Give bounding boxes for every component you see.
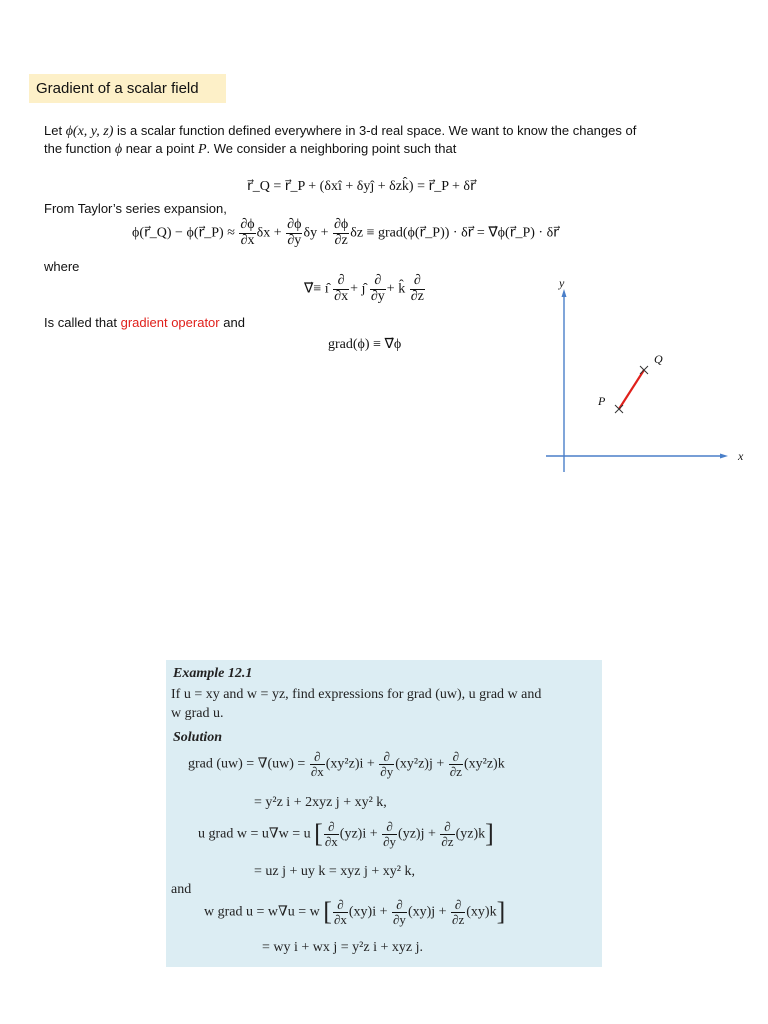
line-term: (yz)j + [398, 826, 436, 842]
line-lhs: grad (uw) = ∇(uw) = [188, 756, 306, 772]
x-axis-arrow-icon [720, 454, 728, 459]
sentence-text: and [219, 315, 245, 330]
gradient-operator-term: gradient operator [120, 315, 220, 330]
fraction-d-dy [379, 750, 394, 778]
solution-line-5 [204, 898, 505, 926]
line-term: (xy²z)i + [325, 756, 375, 772]
taylor-lhs: ϕ(r⃗_Q) − ϕ(r⃗_P) ≈ [132, 225, 235, 241]
numerator: ∂ [310, 750, 325, 765]
denominator: ∂y [393, 911, 406, 927]
example-box [166, 660, 602, 967]
point-p-label: P [598, 394, 606, 408]
numerator: ∂ [410, 274, 425, 290]
taylor-term: δx + [256, 225, 282, 241]
numerator: ∂ϕ [333, 217, 349, 232]
sentence-text: Is called that [44, 315, 121, 330]
fraction-d-dx [324, 820, 339, 848]
denominator: ∂z [334, 232, 348, 248]
denominator: ∂y [370, 288, 385, 304]
denominator: ∂x [324, 833, 338, 849]
right-bracket: ] [496, 897, 506, 927]
line-lhs: w grad u = w∇u = w [204, 904, 320, 920]
fraction-d-dz [410, 274, 425, 304]
intro-text: the function [44, 141, 115, 156]
fraction-d-dy [382, 820, 397, 848]
intro-text: near a point [122, 141, 198, 156]
taylor-term: δy + [303, 225, 329, 241]
fraction-dphi-dz [333, 218, 349, 248]
line-term: (xy)k [466, 904, 497, 920]
point-p-symbol: P [197, 142, 207, 157]
fraction-d-dy [370, 274, 386, 304]
numerator: ∂ [440, 820, 454, 835]
solution-line-2: = y²z i + 2xyz j + xy² k, [254, 795, 387, 810]
pq-segment [619, 370, 644, 409]
left-bracket: [ [323, 897, 332, 927]
intro-line-1 [44, 122, 636, 141]
denominator: ∂y [380, 763, 394, 779]
intro-text: is a scalar function defined everywhere in 3-d real space. We want to know the changes of [113, 123, 637, 138]
numerator: ∂ [392, 898, 407, 913]
fraction-d-dz [451, 898, 465, 926]
denominator: ∂y [383, 833, 397, 849]
numerator: ∂ [333, 898, 348, 913]
solution-line-6: = wy i + wx j = y²z i + xyz j. [262, 940, 423, 955]
point-q-marker-icon [640, 366, 648, 374]
fraction-d-dx [333, 898, 348, 926]
numerator: ∂ [382, 820, 397, 835]
equation-taylor [132, 218, 559, 248]
numerator: ∂ϕ [287, 217, 302, 232]
nabla-k: + k̂ [386, 281, 406, 297]
numerator: ∂ [324, 820, 339, 835]
y-axis-label: y [559, 276, 565, 290]
intro-text: Let [44, 123, 66, 138]
line-term: (xy)i + [348, 904, 388, 920]
example-problem-line-1: If u = xy and w = yz, find expressions for grad (uw), u grad w and [171, 687, 542, 702]
denominator: ∂x [334, 288, 349, 304]
nabla-j: + ȷ̂ [350, 281, 366, 297]
denominator: ∂z [452, 911, 465, 927]
line-term: (xy)j + [407, 904, 447, 920]
numerator: ∂ [333, 274, 349, 290]
line-lhs: u grad w = u∇w = u [198, 826, 311, 842]
gradient-operator-sentence [44, 314, 245, 332]
denominator: ∂z [449, 763, 462, 779]
line-term: (yz)i + [339, 826, 378, 842]
taylor-term: δz ≡ grad(ϕ(r⃗_P)) · δr⃗ = ∇⃗ϕ(r⃗_P) · δr⃗ [350, 225, 559, 241]
solution-line-4: = uz j + uy k = xyz j + xy² k, [254, 864, 415, 879]
equation-rq: r⃗_Q = r⃗_P + (δxî + δyĵ + δzk̂) = r⃗_P + δr⃗ [247, 179, 476, 194]
point-q-label: Q [654, 352, 663, 366]
fraction-dphi-dy [286, 218, 302, 248]
intro-line-2 [44, 140, 456, 159]
solution-heading: Solution [173, 730, 223, 745]
fraction-d-dz [449, 750, 463, 778]
point-p-marker-icon [615, 405, 623, 413]
denominator: ∂x [333, 911, 347, 927]
numerator: ∂ [449, 750, 463, 765]
where-label: where [44, 259, 80, 274]
pq-diagram [540, 272, 760, 472]
numerator: ∂ [451, 898, 465, 913]
denominator: ∂z [441, 833, 454, 849]
line-term: (yz)k [455, 826, 486, 842]
denominator: ∂z [410, 288, 424, 304]
example-heading: Example 12.1 [173, 666, 253, 681]
numerator: ∂ [379, 750, 394, 765]
equation-nabla [304, 274, 426, 304]
solution-line-1 [188, 750, 505, 778]
solution-line-3 [198, 820, 494, 848]
x-axis-label: x [738, 449, 744, 463]
fraction-d-dy [392, 898, 407, 926]
numerator: ∂ϕ [240, 217, 255, 232]
phi-xyz: ϕ(x, y, z) [65, 124, 114, 139]
fraction-d-dx [310, 750, 325, 778]
denominator: ∂x [310, 763, 324, 779]
nabla-lhs: ∇⃗≡ ı̂ [304, 281, 329, 297]
fraction-d-dx [333, 274, 349, 304]
taylor-label: From Taylor’s series expansion, [44, 201, 227, 216]
example-problem-line-2: w grad u. [171, 706, 224, 721]
fraction-d-dz [440, 820, 454, 848]
denominator: ∂y [287, 232, 302, 248]
fraction-dphi-dx [239, 218, 255, 248]
left-bracket: [ [314, 819, 323, 849]
intro-text: . We consider a neighboring point such that [206, 141, 457, 156]
denominator: ∂x [240, 232, 255, 248]
line-term: (xy²z)j + [395, 756, 445, 772]
phi-symbol: ϕ [114, 142, 123, 157]
numerator: ∂ [370, 274, 386, 290]
section-title: Gradient of a scalar field [29, 74, 226, 103]
right-bracket: ] [485, 819, 494, 849]
y-axis-arrow-icon [562, 289, 567, 297]
equation-grad-def: grad(ϕ) ≡ ∇⃗ϕ [328, 337, 402, 352]
line-term: (xy²z)k [463, 756, 505, 772]
and-label: and [171, 882, 192, 897]
